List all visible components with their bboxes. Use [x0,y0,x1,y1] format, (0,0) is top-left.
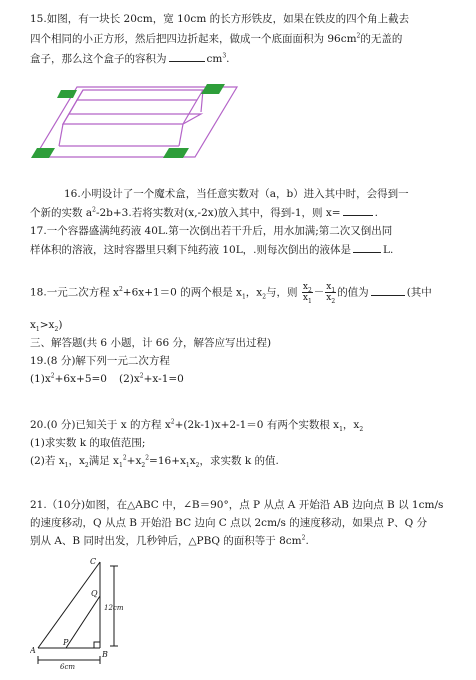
fraction-x2-over-x1: $\frac{x_2}{x_1}$ [302,282,312,305]
answer-blank[interactable] [343,215,373,216]
section-three-heading: 三、解答题(共 6 小题，计 66 分，解答应写出过程) [30,337,272,349]
q21-line1: 21.（10分)如图，在△ABC 中，∠B＝90°，点 P 从点 A 开始沿 AB 边向点 B 以 1cm/s [30,499,444,511]
answer-blank[interactable] [169,61,205,62]
triangle-figure [30,556,130,670]
label-a: A [30,646,36,655]
q20-line1: 20.(0 分)已知关于 x 的方程 $x^2+(2k-1)x+2-1=0$ 有两个实数根 $x_1$，$x_2$ [30,418,364,434]
q21-line3: 别从 A、B 同时出发，几秒钟后，△PBQ 的面积等于 $8cm^2$. [30,534,309,547]
label-height: 12cm [104,604,124,612]
side-ac [38,562,100,648]
q20-line2: (1)求实数 k 的取值范围; [30,437,146,449]
label-base: 6cm [60,663,76,670]
q15-line1: 15.如图，有一块长 20cm，宽 10cm 的长方形铁皮，如果在铁皮的四个角上截去 [30,13,410,25]
answer-blank[interactable] [371,295,405,296]
fraction-x1-over-x2: $\frac{x_1}{x_2}$ [326,282,336,305]
q18-line2: $x_1>x_2$) [30,319,63,334]
q21-line2: 的速度移动，Q 从点 B 开始沿 BC 边向 C 点以 2cm/s 的速度移动，如果点 P、Q 分 [30,517,428,529]
q15-line3: 盒子，那么这个盒子的容积为 $cm^3$. [30,52,230,65]
corner-square-top-left [57,90,77,98]
q19-title: 19.(8 分)解下列一元二次方程 [30,355,170,367]
label-q: Q [91,589,98,598]
q20-line3: (2)若 $x_1$，$x_2$满足 $x_1^2+x_2^2=16+x_1x_2$，求实数 k 的值. [30,454,279,470]
q18-line1: 18.一元二次方程 $x^2+6x+1=0$ 的两个根是 $x_1$，$x_2$与，则 $\frac{x_2}{x_1}$ － $\frac{x_1}{x_2}$ 的值为 (其中 [30,282,432,305]
box-figure [25,82,245,182]
segment-pq [66,596,100,648]
q19-equations: $(1)x^2+6x+5=0$ $(2)x^2+x-1=0$ [30,372,184,385]
q16-line2: 个新的实数 $a^2-2b+3$.若将实数对(x,-2x)放入其中，得到-1，则 x= . [30,206,378,219]
q15-line2: 四个相同的小正方形，然后把四边折起来，做成一个底面面积为 $96cm^2$的无盖的 [30,32,403,45]
corner-square-top-right [201,84,225,94]
label-p: P [63,638,69,647]
q17-line2: 样体积的溶液，这时容器里只剩下纯药液 10L，.则每次倒出的液体是 L. [30,244,394,256]
answer-blank[interactable] [353,252,381,253]
label-c: C [90,557,97,566]
label-b: B [102,650,108,659]
q16-line1: 16.小明设计了一个魔术盒，当任意实数对（a，b）进入其中时，会得到一 [64,188,409,200]
q17-line1: 17.一个容器盛满纯药液 40L.第一次倒出若干升后，用水加满;第二次又倒出同 [30,225,393,237]
